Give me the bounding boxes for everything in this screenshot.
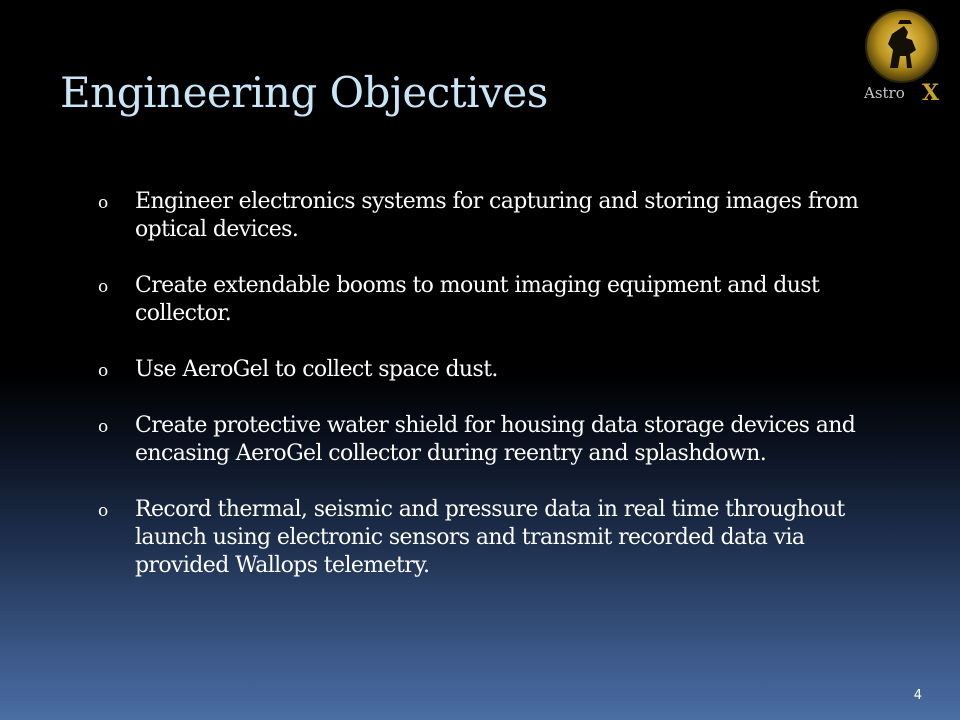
slide-title: Engineering Objectives: [60, 68, 548, 117]
bullet-marker: o: [98, 417, 109, 437]
bullet-marker: o: [98, 277, 109, 297]
bullet-item: [98, 272, 898, 328]
bullet-text: Use AeroGel to collect space dust.: [135, 357, 498, 382]
page-number: 4: [913, 688, 922, 703]
bullet-text: Record thermal, seismic and pressure data in real time throughout launch using electronic sensors and transmit recorded data via provided Wallops telemetry.: [135, 497, 845, 578]
logo-text-astro: Astro: [864, 84, 905, 102]
bullet-text: Create extendable booms to mount imaging equipment and dust collector.: [135, 273, 820, 326]
bullet-item: [98, 496, 898, 580]
bullet-text: Create protective water shield for housing data storage devices and encasing AeroGel collector during reentry and splashdown.: [135, 413, 856, 466]
bullet-marker: o: [98, 361, 109, 381]
astrox-logo: [860, 6, 950, 106]
logo-text-x: X: [922, 80, 940, 106]
bullet-list: [98, 188, 898, 608]
bullet-item: [98, 188, 898, 244]
bullet-marker: o: [98, 501, 109, 521]
bullet-item: [98, 412, 898, 468]
bullet-item: [98, 356, 898, 384]
bullet-text: Engineer electronics systems for capturing and storing images from optical devices.: [135, 189, 859, 242]
bullet-marker: o: [98, 193, 109, 213]
